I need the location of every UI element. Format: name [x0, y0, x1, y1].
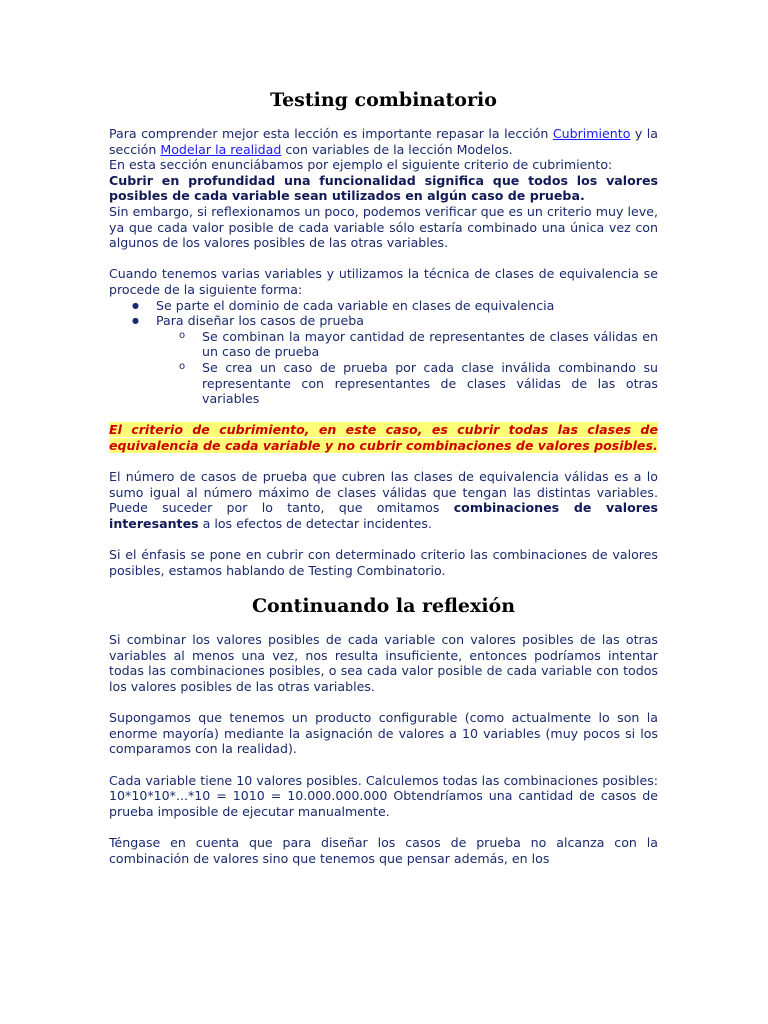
reflection-paragraph: Sin embargo, si reflexionamos un poco, podemos verificar que es un criterio muy leve, ya que cada valor posible de cada variable sólo estaría combinado una única vez con algunos de los valores posibles de las otras variables.	[109, 203, 658, 251]
cada-variable-paragraph: Cada variable tiene 10 valores posibles. Calculemos todas las combinaciones posibles: 10*10*10*...*10 = 1010 = 10.000.000.000 Obtendríamos una cantidad de casos de prueba imposible de ejecutar manualmente.	[109, 772, 658, 819]
intro-text-1: Para comprender mejor esta lección es importante repasar la lección	[109, 126, 553, 141]
document-body	[109, 86, 658, 866]
number-text-1: El número de casos de prueba que cubren las clases de equivalencia válidas es a lo sumo igual al número máximo de clases válidas que tengan las distintas variables. Puede suceder por lo tanto, que omitamos	[109, 469, 658, 516]
page-title: Testing combinatorio	[270, 89, 497, 111]
intro-text-3: con variables de la lección Modelos.	[281, 141, 513, 157]
criterion-bold-text: Cubrir en profundidad una funcionalidad significa que todos los valores posibles de cada variable sean utilizados en algún caso de prueba.	[109, 172, 658, 204]
number-bold: combinaciones de valores interesantes	[109, 500, 658, 531]
number-text-2: a los efectos de detectar incidentes.	[198, 515, 432, 531]
criterion-bold	[109, 173, 658, 204]
bullet-item	[131, 313, 658, 407]
sub-bullet-item: o Se combinan la mayor cantidad de representantes de clases válidas en un caso de prueba	[178, 329, 658, 360]
sub-bullet-list	[156, 329, 658, 407]
bullet-text-1: Se parte el dominio de cada variable en clases de equivalencia	[156, 297, 555, 313]
link-modelar-la-realidad[interactable]: Modelar la realidad	[160, 141, 282, 157]
bullet-list	[109, 298, 658, 407]
bullet-item	[131, 298, 658, 314]
supongamos-paragraph: Supongamos que tenemos un producto configurable (como actualmente lo son la enorme mayoría) mediante la asignación de valores a 10 variables (muy pocos si los comparamos con la realidad).	[109, 710, 658, 757]
highlight-text: El criterio de cubrimiento, en este caso, es cubrir todas las clases de equivalencia de cada variable y no cubrir combinaciones de valores posibles.	[109, 422, 658, 453]
emphasis-paragraph: Si el énfasis se pone en cubrir con determinado criterio las combinaciones de valores posibles, estamos hablando de Testing Combinatorio.	[109, 547, 658, 578]
tengase-paragraph: Téngase en cuenta que para diseñar los casos de prueba no alcanza con la combinación de valores sino que tenemos que pensar además, en los	[109, 834, 658, 866]
sub-bullet-item: o Se crea un caso de prueba por cada clase inválida combinando su representante con representantes de clases válidas de las otras variables	[178, 360, 658, 407]
intro-paragraph	[109, 126, 658, 157]
intro-text-2: y la sección	[109, 126, 658, 157]
combinar-paragraph: Si combinar los valores posibles de cada variable con valores posibles de las otras variables al menos una vez, nos resulta insuficiente, entonces podríamos intentar todas las combinaciones posibles, o sea cada valor posible de cada variable con todos los valores posibles de las otras variables.	[109, 632, 658, 694]
number-paragraph	[109, 469, 658, 531]
section-title: Continuando la reflexión	[251, 595, 516, 618]
criterion-intro: En esta sección enunciábamos por ejemplo el siguiente criterio de cubrimiento:	[109, 157, 613, 173]
link-cubrimiento[interactable]: Cubrimiento	[552, 126, 631, 141]
equivalence-intro: Cuando tenemos varias variables y utilizamos la técnica de clases de equivalencia se procede de la siguiente forma:	[109, 266, 658, 297]
highlight-paragraph	[109, 422, 658, 453]
bullet-text-2: Para diseñar los casos de prueba	[156, 313, 364, 329]
